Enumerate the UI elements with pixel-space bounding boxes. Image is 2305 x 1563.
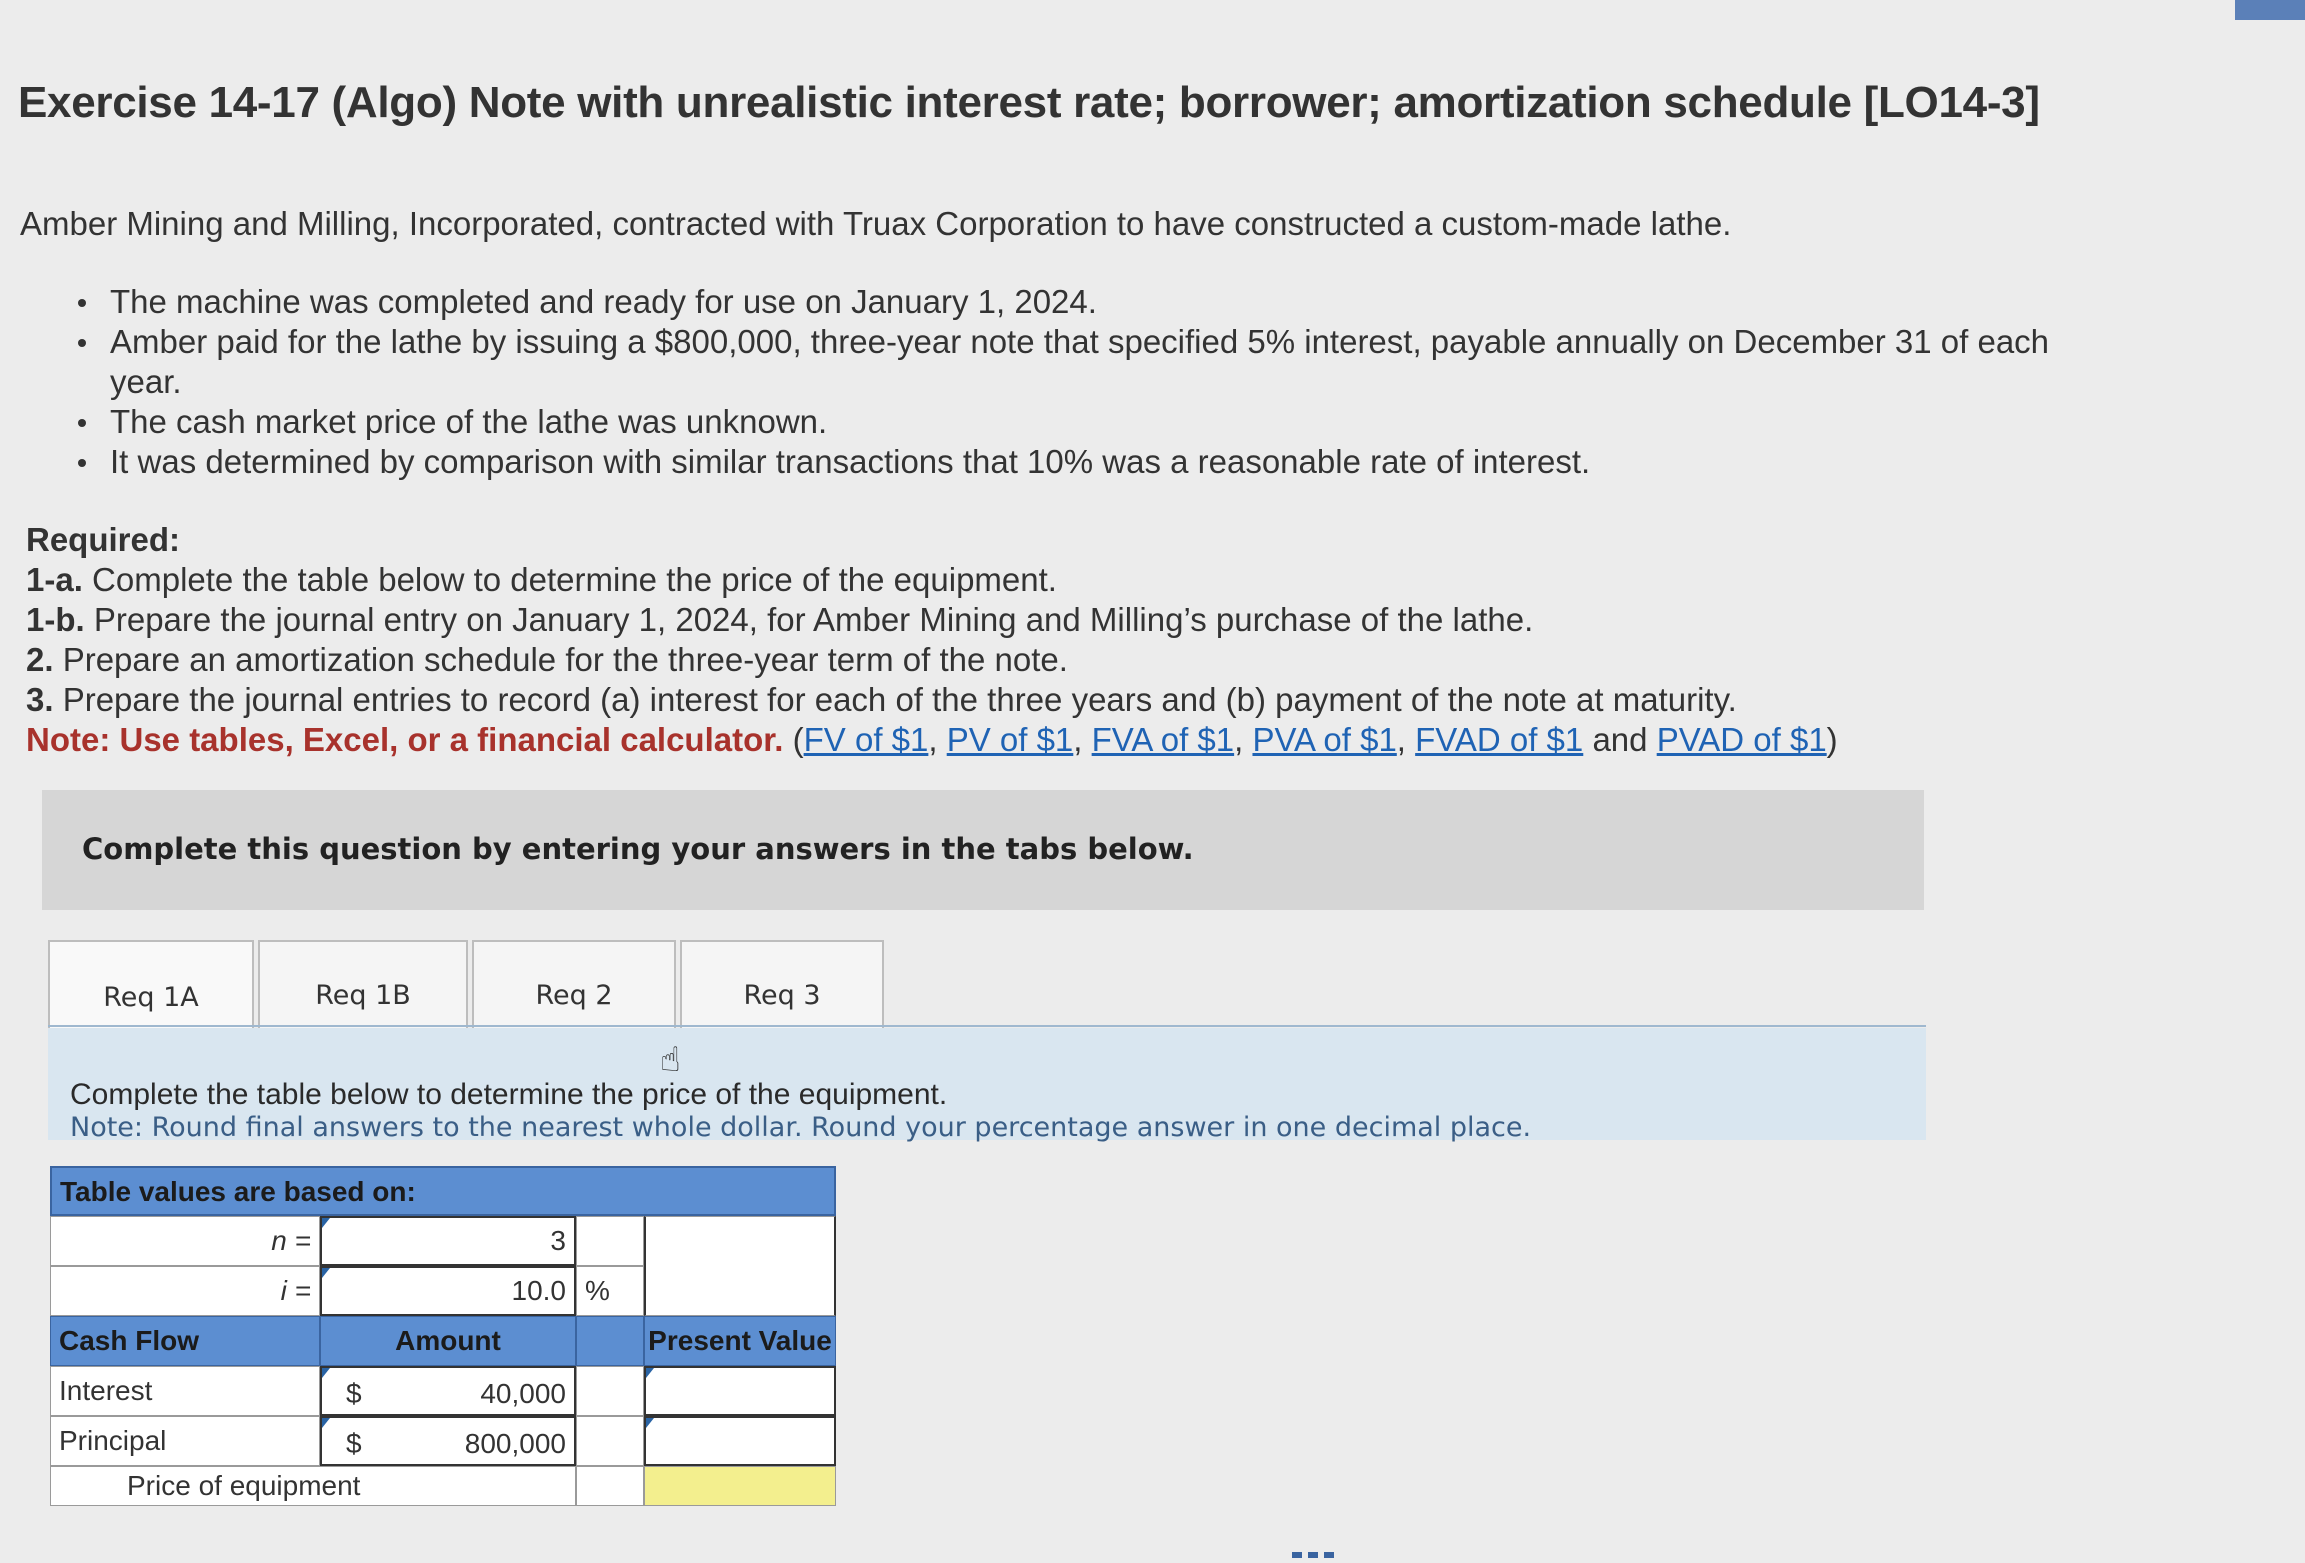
facts-list [60, 282, 2110, 482]
link-fva[interactable]: FVA of $1 [1091, 721, 1235, 758]
n-spacer [576, 1216, 644, 1266]
item-number: 3. [26, 681, 54, 718]
link-pvad[interactable]: PVAD of $1 [1656, 721, 1827, 758]
required-item-3 [26, 680, 2226, 720]
price-of-equipment-total [644, 1466, 836, 1506]
row-spacer [576, 1416, 644, 1466]
tables-note: Note: Use tables, Excel, or a financial calculator. (FV of $1, PV of $1, FVA of $1, PVA of $1, FVAD of $1 and PVAD of $1) [26, 721, 1838, 758]
tab-req-3[interactable]: Req 3 [680, 940, 884, 1048]
tab-panel-instructions [48, 1028, 1926, 1143]
row-label-interest: Interest [50, 1366, 320, 1416]
instruction-box [42, 790, 1924, 910]
required-item-2 [26, 640, 2226, 680]
row-spacer [576, 1366, 644, 1416]
col-present-value: Present Value [644, 1316, 836, 1366]
i-input[interactable]: 10.0 [320, 1266, 576, 1316]
interest-pv-input[interactable] [644, 1366, 836, 1416]
link-pv[interactable]: PV of $1 [946, 721, 1074, 758]
link-pva[interactable]: PVA of $1 [1252, 721, 1397, 758]
table-header [50, 1166, 836, 1216]
item-text: Prepare an amortization schedule for the three-year term of the note. [53, 641, 1068, 678]
row-label-principal: Principal [50, 1416, 320, 1466]
interest-amount-input[interactable] [320, 1366, 576, 1416]
item-text: Prepare the journal entry on January 1, 2024, for Amber Mining and Milling’s purchase of the lathe. [84, 601, 1534, 638]
required-item-1a [26, 560, 2226, 600]
panel-note: Note: Round final answers to the nearest whole dollar. Round your percentage answer in one decimal place. [70, 1112, 1532, 1143]
list-item: The machine was completed and ready for use on January 1, 2024. [60, 282, 2110, 322]
intro-text: Amber Mining and Milling, Incorporated, contracted with Truax Corporation to have constructed a custom-made lathe. [20, 205, 1732, 242]
hand-cursor-icon: ☝ [660, 1041, 681, 1079]
tab-divider [48, 1025, 1926, 1027]
list-item: The cash market price of the lathe was unknown. [60, 402, 2110, 442]
item-text: Prepare the journal entries to record (a) interest for each of the three years and (b) payment of the note at maturity. [53, 681, 1737, 718]
principal-amount: 800,000 [464, 1428, 566, 1459]
and-word: and [1592, 721, 1648, 758]
note-label: Note: Use tables, Excel, or a financial calculator. [26, 721, 784, 758]
pv-table [50, 1166, 836, 1506]
link-fv[interactable]: FV of $1 [803, 721, 929, 758]
blank-cell [644, 1216, 836, 1316]
currency-symbol: $ [346, 1428, 362, 1459]
col-cash-flow: Cash Flow [50, 1316, 320, 1366]
more-dots-icon [1292, 1552, 1336, 1558]
list-item: It was determined by comparison with similar transactions that 10% was a reasonable rate of interest. [60, 442, 2110, 482]
required-item-1b [26, 600, 2226, 640]
row-spacer [576, 1466, 644, 1506]
interest-amount: 40,000 [480, 1378, 566, 1409]
principal-amount-input[interactable] [320, 1416, 576, 1466]
col-spacer [576, 1316, 644, 1366]
top-right-bar [2235, 0, 2305, 20]
i-label: i = [50, 1266, 320, 1316]
item-text: Complete the table below to determine the price of the equipment. [82, 561, 1057, 598]
principal-pv-input[interactable] [644, 1416, 836, 1466]
tab-req-2[interactable]: Req 2 [472, 940, 676, 1048]
required-heading: Required: [26, 521, 181, 558]
item-number: 1-a. [26, 561, 83, 598]
link-fvad[interactable]: FVAD of $1 [1415, 721, 1584, 758]
percent-sign: % [576, 1266, 644, 1316]
tab-req-1a[interactable]: Req 1A [48, 940, 254, 1052]
total-label: Price of equipment [50, 1466, 576, 1506]
list-item: Amber paid for the lathe by issuing a $800,000, three-year note that specified 5% interest, payable annually on December 31 of each year. [60, 322, 2110, 402]
currency-symbol: $ [346, 1378, 362, 1409]
tab-req-1b[interactable]: Req 1B [258, 940, 468, 1048]
table-header-text: Table values are based on: [60, 1176, 416, 1207]
col-amount: Amount [320, 1316, 576, 1366]
n-label: n = [50, 1216, 320, 1266]
required-section [26, 520, 2226, 760]
instruction-text: Complete this question by entering your answers in the tabs below. [82, 832, 1194, 866]
item-number: 2. [26, 641, 54, 678]
panel-instruction: Complete the table below to determine the price of the equipment. [70, 1078, 948, 1111]
item-number: 1-b. [26, 601, 85, 638]
exercise-title: Exercise 14-17 (Algo) Note with unrealistic interest rate; borrower; amortization schedule [LO14-3] [18, 78, 2040, 127]
n-input[interactable]: 3 [320, 1216, 576, 1266]
